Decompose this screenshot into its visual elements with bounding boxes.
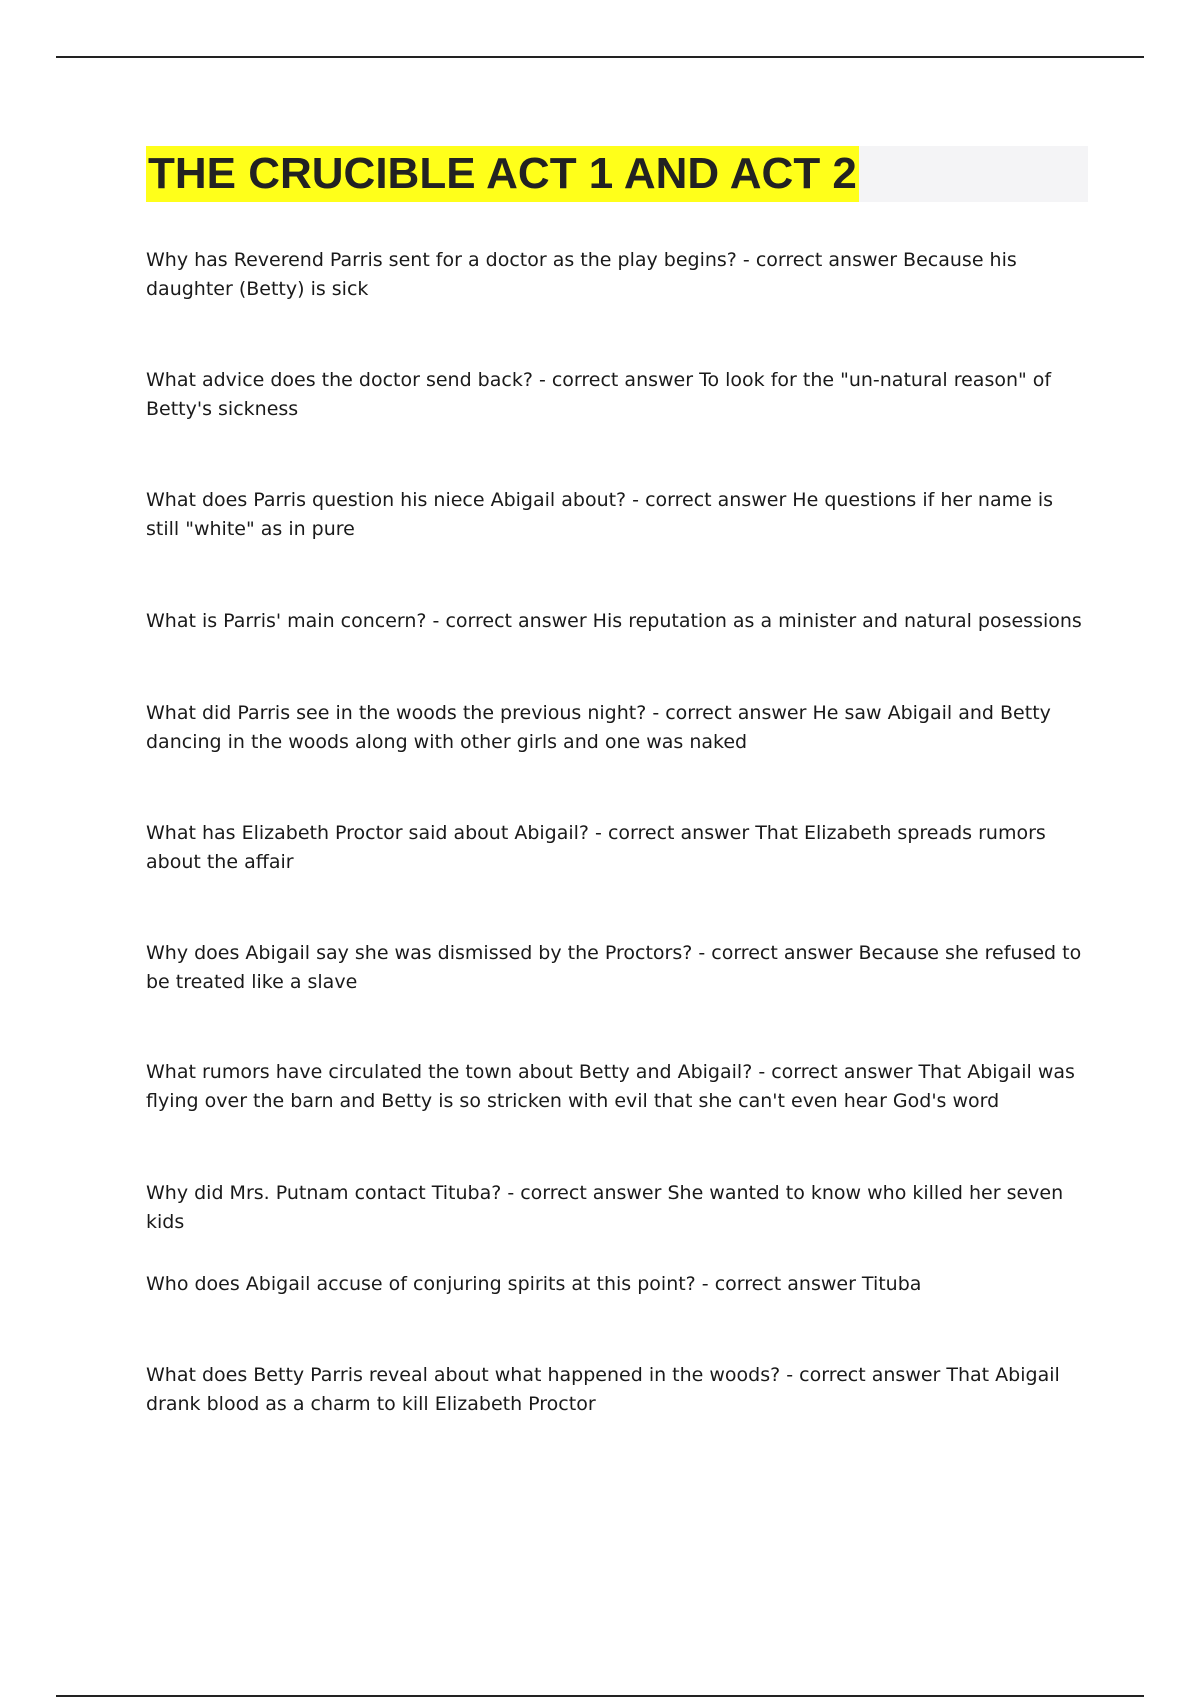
qa-item: What is Parris' main concern? - correct answer His reputation as a minister and natural posessions [146, 610, 1082, 632]
qa-item: What does Betty Parris reveal about what happened in the woods? - correct answer That Abigail drank blood as a charm to kill Elizabeth Proctor [146, 1364, 1060, 1415]
bottom-rule [56, 1695, 1144, 1697]
qa-item: What has Elizabeth Proctor said about Abigail? - correct answer That Elizabeth spreads rumors about the affair [146, 822, 1046, 873]
top-rule [56, 56, 1144, 58]
qa-item: Why did Mrs. Putnam contact Tituba? - correct answer She wanted to know who killed her seven kids [146, 1182, 1064, 1233]
qa-item: What advice does the doctor send back? - correct answer To look for the "un-natural reason" of Betty's sickness [146, 369, 1052, 420]
qa-item: What did Parris see in the woods the previous night? - correct answer He saw Abigail and Betty dancing in the woods along with other girls and one was naked [146, 702, 1051, 753]
qa-item: What does Parris question his niece Abigail about? - correct answer He questions if her name is still "white" as in pure [146, 489, 1054, 540]
qa-item: Why does Abigail say she was dismissed by the Proctors? - correct answer Because she refused to be treated like a slave [146, 942, 1082, 993]
qa-item: Who does Abigail accuse of conjuring spirits at this point? - correct answer Tituba [146, 1273, 922, 1295]
qa-item: What rumors have circulated the town about Betty and Abigail? - correct answer That Abigail was flying over the barn and Betty is so stricken with evil that she can't even hear God's word [146, 1061, 1075, 1112]
document-title: THE CRUCIBLE ACT 1 AND ACT 2 [146, 146, 859, 202]
qa-item: Why has Reverend Parris sent for a doctor as the play begins? - correct answer Because his daughter (Betty) is sick [146, 249, 1017, 300]
